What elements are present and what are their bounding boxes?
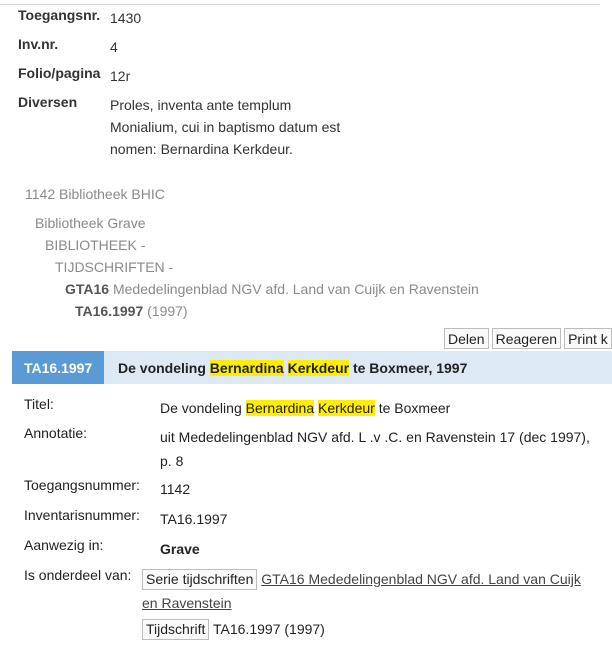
top-divider	[0, 0, 600, 5]
diversen-line: Monialium, cui in baptismo datum est	[110, 119, 341, 135]
inventarisnummer-value: TA16.1997	[160, 511, 228, 527]
respond-button[interactable]: Reageren	[492, 328, 562, 349]
toegangsnummer-label: Toegangsnummer:	[24, 477, 140, 493]
annotatie-line: p. 8	[160, 453, 184, 469]
inventarisnummer-label: Inventarisnummer:	[24, 507, 140, 523]
tree-level-6-text: (1997)	[147, 303, 188, 319]
titel-label: Titel:	[24, 396, 54, 412]
highlight-term: Kerkdeur	[287, 359, 350, 376]
titel-post: te Boxmeer	[374, 400, 451, 416]
tree-level-5-text: Mededelingenblad NGV afd. Land van Cuijk en Ravenstein	[112, 281, 479, 297]
tree-level-2[interactable]: Bibliotheek Grave	[35, 215, 146, 231]
detail-annotatie	[24, 425, 594, 473]
detail-inventarisnummer	[24, 507, 594, 531]
diversen-line: nomen: Bernardina Kerkdeur.	[110, 141, 293, 157]
diversen-value	[110, 94, 578, 160]
record-folio	[18, 65, 578, 87]
record-toegangsnr	[18, 7, 578, 29]
tree-level-3[interactable]: BIBLIOTHEEK -	[45, 237, 146, 253]
record-code-badge: TA16.1997	[12, 351, 104, 384]
annotatie-value	[160, 425, 594, 473]
record-title	[118, 360, 467, 376]
action-bar	[444, 328, 612, 349]
serie-link-continued[interactable]: en Ravenstein	[142, 595, 232, 611]
record-invnr	[18, 36, 578, 58]
diversen-line: Proles, inventa ante templum	[110, 97, 292, 113]
highlight-term: Bernardina	[245, 400, 315, 416]
invnr-label: Inv.nr.	[18, 36, 59, 52]
tree-level-1[interactable]: 1142 Bibliotheek BHIC	[25, 186, 165, 202]
aanwezig-value: Grave	[160, 541, 200, 557]
onderdeel-value	[142, 567, 594, 641]
tijdschrift-value: TA16.1997 (1997)	[213, 621, 325, 637]
title-pre: De vondeling	[118, 359, 210, 376]
titel-value	[160, 396, 594, 420]
annotatie-line: uit Mededelingenblad NGV afd. L .v .C. en Ravenstein 17 (dec 1997),	[160, 429, 590, 445]
onderdeel-label: Is onderdeel van:	[24, 567, 132, 583]
toegangsnr-value: 1430	[110, 10, 142, 26]
toegangsnr-label: Toegangsnr.	[18, 7, 101, 23]
aanwezig-label: Aanwezig in:	[24, 537, 104, 553]
detail-aanwezig	[24, 537, 594, 561]
folio-value: 12r	[110, 68, 131, 84]
toegangsnummer-value: 1142	[160, 481, 191, 497]
record-diversen	[18, 94, 578, 160]
highlight-term: Kerkdeur	[318, 400, 375, 416]
detail-titel	[24, 396, 594, 420]
tijdschrift-tag: Tijdschrift	[142, 619, 209, 640]
tree-level-4[interactable]: TIJDSCHRIFTEN -	[55, 259, 174, 275]
serie-link[interactable]: GTA16 Mededelingenblad NGV afd. Land van Cuijk	[261, 571, 581, 587]
highlight-term: Bernardina	[209, 359, 284, 376]
print-button[interactable]: Print k	[564, 328, 612, 349]
record-header	[12, 351, 612, 384]
invnr-value: 4	[110, 39, 118, 55]
folio-label: Folio/pagina	[18, 65, 101, 81]
detail-toegangsnummer	[24, 477, 594, 501]
detail-onderdeel	[24, 567, 594, 641]
annotatie-label: Annotatie:	[24, 425, 88, 441]
tree-level-5[interactable]	[65, 281, 479, 297]
tree-level-5-code: GTA16	[65, 281, 110, 297]
titel-pre: De vondeling	[160, 400, 246, 416]
share-button[interactable]: Delen	[444, 328, 489, 349]
serie-tag: Serie tijdschriften	[142, 569, 257, 590]
tree-level-6-code: TA16.1997	[75, 303, 144, 319]
tree-level-6[interactable]	[75, 303, 188, 319]
diversen-label: Diversen	[18, 94, 78, 110]
title-post: te Boxmeer, 1997	[349, 359, 468, 376]
